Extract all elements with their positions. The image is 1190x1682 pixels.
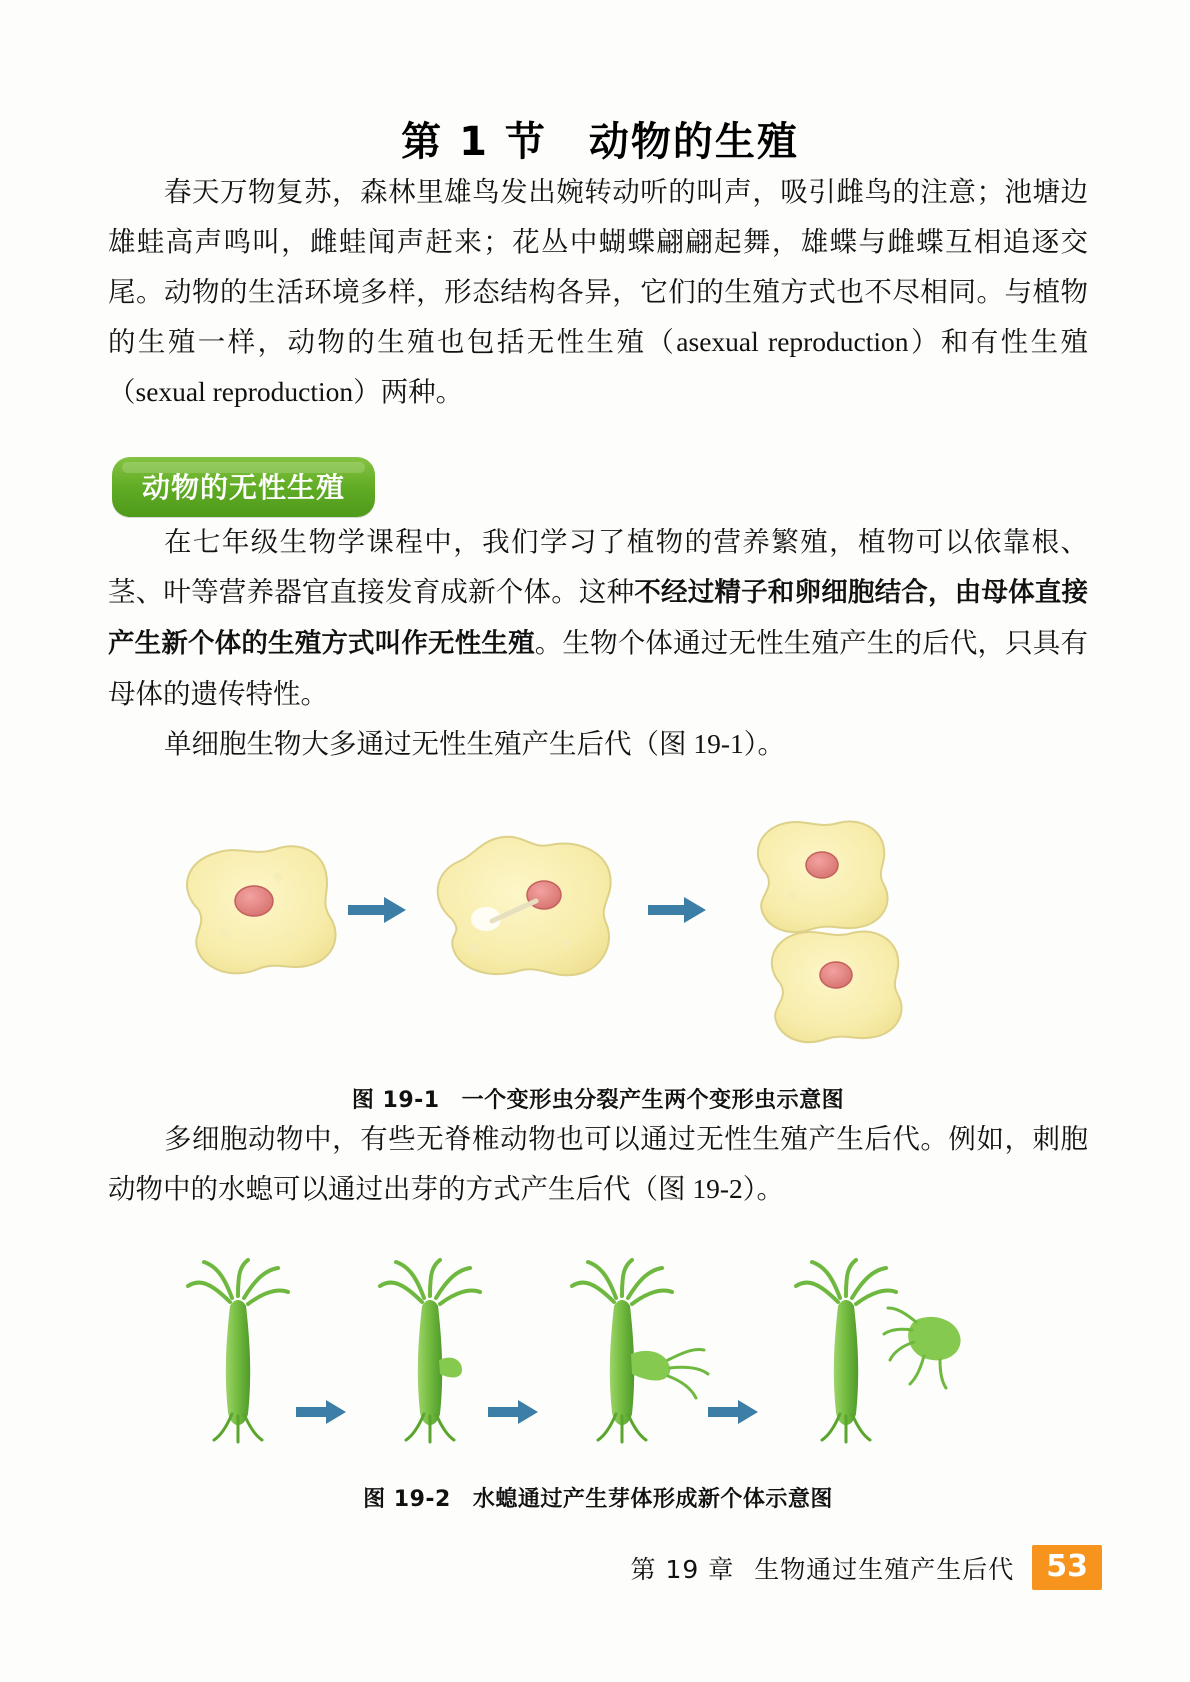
page-content [108, 0, 1088, 1513]
page-footer [0, 1546, 1190, 1590]
paragraph-multicellular: 多细胞动物中，有些无脊椎动物也可以通过无性生殖产生后代。例如，刺胞动物中的水螅可以通过出芽的方式产生后代（图 19-2）。 [108, 1123, 1088, 1204]
footer-chapter: 第 19 章 [630, 1554, 735, 1584]
hydra-budding-diagram [148, 1250, 1048, 1465]
footer-running-head [631, 1550, 1015, 1586]
amoeba-nucleus-4 [820, 962, 852, 988]
figure-19-1 [108, 809, 1088, 1114]
hydra-stage-4 [796, 1260, 896, 1442]
paragraph-asexual-part1: 在七年级生物学课程中，我们学习了植物的营养繁殖，植物可以依靠根、茎、叶等营养器官直接发育成新个体。这种 [108, 526, 1088, 607]
hydra-bud [439, 1358, 462, 1378]
footer-chapter-title: 生物通过生殖产生后代 [754, 1554, 1015, 1584]
arrow-icon [708, 1400, 758, 1424]
hydra-stage-2 [380, 1260, 480, 1442]
paragraph-intro: 春天万物复苏，森林里雄鸟发出婉转动听的叫声，吸引雌鸟的注意；池塘边雄蛙高声鸣叫，雌蛙闻声赶来；花丛中蝴蝶翩翩起舞，雄蝶与雌蝶互相追逐交尾。动物的生活环境多样，形态结构各异，它们的生殖方式也不尽相同。与植物的生殖一样，动物的生殖也包括无性生殖（asexual reproduction）和有性生殖（sexual reproduction）两种。 [108, 176, 1088, 407]
paragraph-asexual-part2: 。生物个体通过无性生殖产生的后代，只具有母体的遗传特性。 [108, 627, 1089, 709]
arrow-icon [648, 897, 706, 923]
paragraph-asexual-bold: 不经过精子和卵细胞结合，由母体直接产生新个体的生殖方式叫作无性生殖 [108, 577, 1089, 659]
figure-19-2 [108, 1250, 1088, 1513]
hydra-bud [631, 1351, 670, 1381]
paragraph-unicellular: 单细胞生物大多通过无性生殖产生后代（图 19-1）。 [164, 728, 786, 759]
arrow-icon [488, 1400, 538, 1424]
paragraph-asexual [108, 517, 1088, 719]
figure-19-2-label: 图 19-2 [363, 1487, 451, 1512]
arrow-icon [296, 1400, 346, 1424]
hydra-detached-offspring [884, 1308, 961, 1388]
hydra-stage-1 [188, 1260, 288, 1442]
figure-19-2-text: 水螅通过产生芽体形成新个体示意图 [472, 1487, 833, 1512]
figure-19-1-caption [108, 1083, 1088, 1114]
page-number: 53 [1032, 1545, 1102, 1590]
subhead-asexual: 动物的无性生殖 [112, 457, 375, 517]
hydra-stage-3 [572, 1260, 708, 1442]
subhead-asexual-wrap [112, 457, 1088, 517]
figure-19-1-text: 一个变形虫分裂产生两个变形虫示意图 [461, 1088, 845, 1113]
section-label: 第 1 节 [401, 119, 547, 165]
section-name: 动物的生殖 [588, 119, 799, 165]
arrow-icon [348, 897, 406, 923]
figure-19-2-caption [108, 1482, 1088, 1513]
page-title [108, 110, 1088, 167]
figure-19-1-label: 图 19-1 [351, 1088, 440, 1113]
amoeba-division-diagram [148, 809, 1048, 1064]
amoeba-nucleus [235, 886, 273, 916]
footer-inner [631, 1545, 1102, 1590]
amoeba-nucleus-3 [806, 852, 838, 878]
